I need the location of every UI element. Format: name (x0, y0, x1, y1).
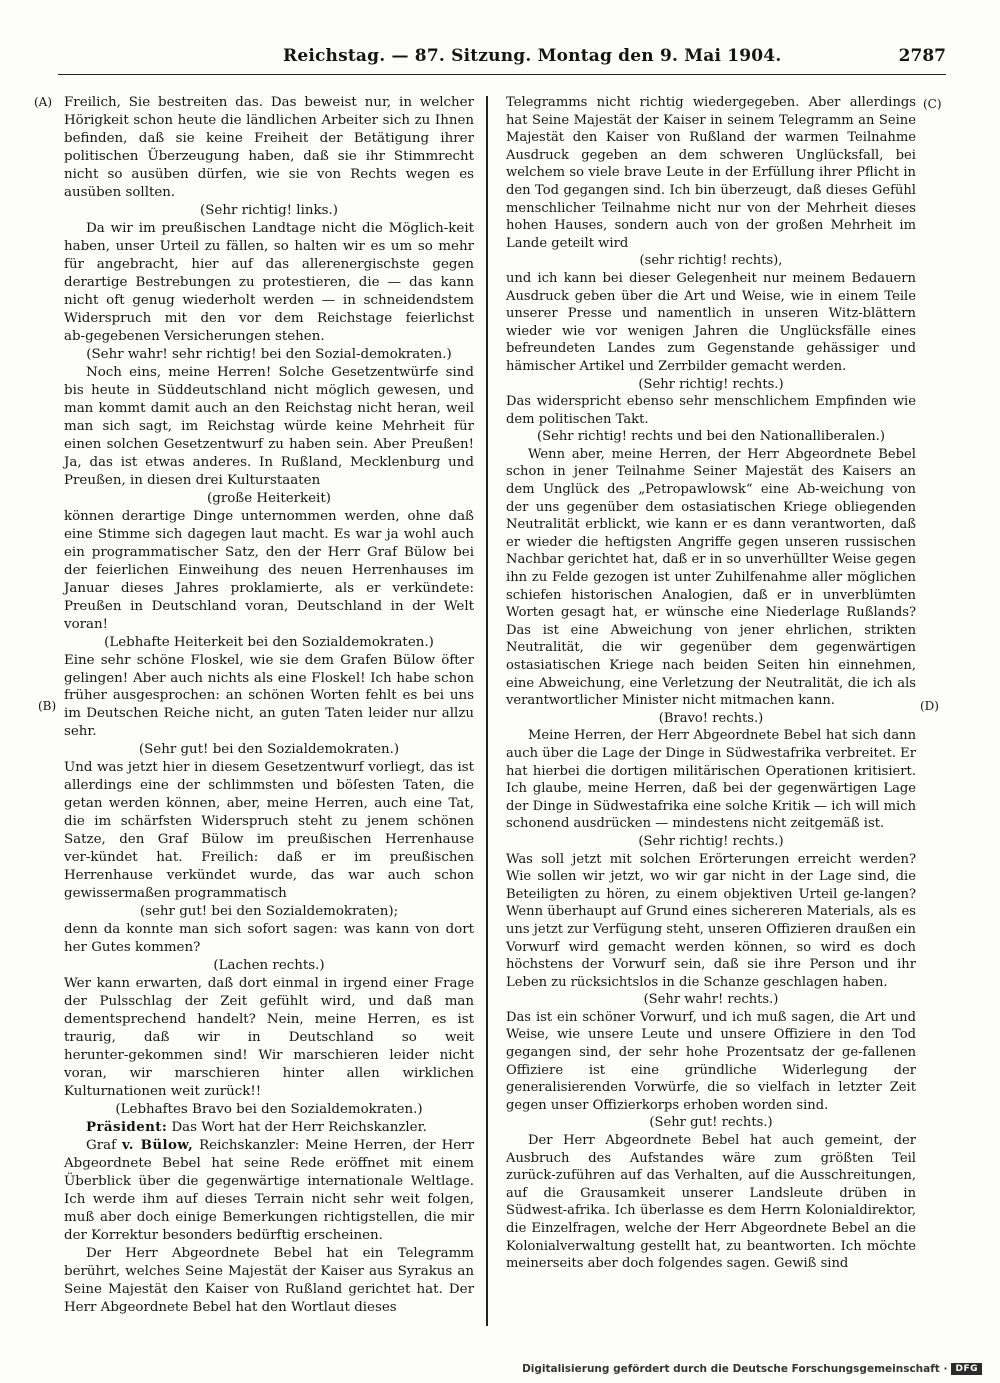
paragraph (506, 94, 916, 252)
paragraph (64, 220, 474, 346)
interjection (64, 1101, 474, 1119)
margin-marker-a: (A) (34, 95, 53, 109)
interjection (506, 376, 916, 394)
paragraph-text: (Sehr wahr! rechts.) (643, 992, 779, 1008)
header-title: Reichstag. — 87. Sitzung. Montag den 9. Mai 1904. (283, 46, 782, 66)
interjection (506, 1114, 916, 1132)
paragraph-text: Das ist ein schöner Vorwurf, und ich muß sagen, die Art und Weise, wie unsere Leute und unsere Offiziere in den Tod gegangen sind, der sehr hohe Prozentsatz der ge‑fallenen Offiziere ist eine gründliche Widerlegung der generalisierenden Vorwürfe, die so vielfach in letzter Zeit gegen unser Offizierkorps erhoben worden sind. (506, 1009, 916, 1113)
paragraph-text: Noch eins, meine Herren! Solche Gesetzentwürfe sind bis heute in Süddeutschland nicht möglich gewesen, und man kommt damit auch an den Reichstag nicht heran, weil man sich sagt, im Reichstag würde keine Mehrheit für einen solchen Gesetzentwurf zu haben sein. Aber Preußen! Ja, das ist etwas anderes. In Rußland, Mecklenburg und Preußen, in diesen drei Kulturstaaten (64, 364, 474, 488)
dfg-logo: DFG (951, 1363, 982, 1375)
right-column (506, 94, 916, 1273)
paragraph (64, 1137, 474, 1245)
paragraph-text: Das widerspricht ebenso sehr menschlichem Empfinden wie dem politischen Takt. (506, 394, 916, 427)
paragraph-text: (Lebhaftes Bravo bei den Sozialdemokraten.) (115, 1102, 423, 1118)
interjection (506, 428, 916, 446)
paragraph-text: (Sehr richtig! rechts.) (638, 376, 784, 392)
paragraph-text: Was soll jetzt mit solchen Erörterungen erreicht werden? Wie sollen wir jetzt, wo wir gar nicht in der Lage sind, die Beteiligten zu hören, zu einem objektiven Urteil ge‑langen? Wenn überhaupt auf Grund eines sichereren Materials, als es uns jetzt zur Verfügung steht, unseren Offizieren draußen ein Vorwurf wird gemacht werden können, so wird es doch höchstens der Vorwurf sein, daß sie ihre Person und ihr Leben zu rücksichtslos in die Schanze geschlagen haben. (506, 851, 916, 990)
paragraph (506, 1009, 916, 1115)
paragraph (64, 1245, 474, 1317)
paragraph-text: Telegramms nicht richtig wiedergegeben. Aber allerdings hat Seine Majestät der Kaiser in seinem Telegramm an Seine Majestät den Kaiser von Rußland der warmen Teilnahme Ausdruck gegeben an dem schweren Unglücksfall, bei welchem so viele brave Leute in der Erfüllung ihrer Pflicht in den Tod gegangen sind. Ich bin überzeugt, daß dieses Gefühl menschlicher Teilnahme nicht nur von der Mehrheit dieses hohen Hauses, sondern auch von der großen Mehrheit im Lande geteilt wird (506, 95, 916, 251)
paragraph (64, 759, 474, 903)
paragraph-text: (Bravo! rechts.) (658, 710, 764, 726)
interjection (506, 833, 916, 851)
paragraph (506, 270, 916, 376)
footer-text: Digitalisierung gefördert durch die Deutsche Forschungsgemeinschaft · (522, 1363, 948, 1375)
speaker-name: Präsident: (86, 1119, 168, 1136)
speaker-prefix: Graf (86, 1138, 122, 1154)
paragraph-text: (Sehr richtig! links.) (200, 202, 338, 218)
paragraph-text: (Sehr richtig! rechts.) (638, 833, 784, 849)
margin-marker-d: (D) (920, 699, 939, 713)
paragraph-text: Meine Herren, der Herr Abgeordnete Bebel hat sich dann auch über die Lage der Dinge in Südwestafrika verbreitet. Er hat hierbei die dortigen militärischen Operationen kritisiert. Ich glaube, meine Herren, daß bei der gegenwärtigen Lage der Dinge in Südwestafrika eine solche Kritik — ich will mich schonend ausdrücken — mindestens nicht zeitgemäß ist. (506, 728, 916, 832)
paragraph-text: (Sehr wahr! sehr richtig! bei den Sozial‑demokraten.) (86, 346, 452, 362)
paragraph (64, 364, 474, 490)
paragraph-text: Wer kann erwarten, daß dort einmal in irgend einer Frage der Pulsschlag der Zeit gefühlt wird, und daß man dementsprechend handelt? Nein, meine Herren, es ist traurig, daß wir in Deutschland so weit herunter‑gekommen sind! Wir marschieren leider nicht voran, wir marschieren hinter allen wirklichen Kulturnationen weit zurück!! (64, 976, 474, 1100)
paragraph (64, 975, 474, 1101)
interjection (64, 490, 474, 508)
paragraph-text: Da wir im preußischen Landtage nicht die Möglich‑keit haben, unser Urteil zu fällen, so halten wir es um so mehr für angebracht, hier auf das allerenergischste gegen derartige Bestrebungen zu protestieren, die — das kann nicht oft genug wiederholt werden — in schneidendstem Widerspruch mit den vor dem Reichstage feierlichst ab‑gegebenen Versicherungen stehen. (64, 220, 474, 344)
footer-credit (522, 1363, 982, 1375)
paragraph-text: denn da konnte man sich sofort sagen: was kann von dort her Gutes kommen? (64, 922, 474, 956)
interjection (64, 634, 474, 652)
paragraph-text: (Sehr richtig! rechts und bei den Nationalliberalen.) (537, 429, 885, 445)
margin-marker-b: (B) (38, 699, 57, 713)
interjection (506, 710, 916, 728)
paragraph-text: Wenn aber, meine Herren, der Herr Abgeordnete Bebel schon in jener Teilnahme Seiner Majestät des Kaisers an dem Unglück des „Petropawlowsk“ eine Ab‑weichung von der uns gegenüber dem ostasiatischen Kriege obliegenden Neutralität erblickt, wie kann er es dann verantworten, daß er wieder die heftigsten Angriffe gegen unseren russischen Nachbar gerichtet hat, daß er in so unverhüllter Weise gegen ihn zu Felde gezogen ist unter Zuhilfenahme aller möglichen schiefen historischen Analogien, daß er in unverblümten Worten gesagt hat, er wünsche eine Niederlage Rußlands? Das ist eine Abweichung von jener ehrlichen, strikten Neutralität, die wir gegenüber dem gegenwärtigen ostasiatischen Kriege nach beiden Seiten hin einnehmen, eine Abweichung, eine Verletzung der Neutralität, die ich als verantwortlicher Minister nicht mitmachen kann. (506, 446, 916, 709)
interjection (506, 991, 916, 1009)
paragraph (506, 446, 916, 710)
paragraph-text: (große Heiterkeit) (207, 490, 331, 506)
interjection (64, 903, 474, 921)
paragraph (506, 727, 916, 833)
paragraph-text: (Lachen rechts.) (213, 958, 325, 974)
paragraph (506, 1132, 916, 1273)
paragraph-text: (sehr gut! bei den Sozialdemokraten); (139, 904, 399, 920)
interjection (506, 252, 916, 270)
interjection (64, 957, 474, 975)
margin-marker-c: (C) (923, 97, 942, 111)
paragraph (64, 508, 474, 634)
page-number: 2787 (898, 46, 946, 66)
interjection (64, 741, 474, 759)
paragraph-text: können derartige Dinge unternommen werden, ohne daß eine Stimme sich dagegen laut macht. Es war ja wohl auch ein programmatischer Satz, den der Herr Graf Bülow bei der feierlichen Einweihung des neuen Herrenhauses im Januar dieses Jahres proklamierte, als er verkündete: Preußen in Deutschland voran, Deutschland in der Welt voran! (64, 508, 474, 632)
left-column (64, 94, 474, 1317)
paragraph-text: Eine sehr schöne Floskel, wie sie dem Grafen Bülow öfter gelingen! Aber auch nichts als eine Floskel! Ich habe schon früher ausgesprochen: an schönen Worten fehlt es bei uns im Deutschen Reiche nicht, an guten Taten leider nur allzu sehr. (64, 652, 474, 740)
paragraph-text: Reichskanzler: Meine Herren, der Herr Abgeordnete Bebel hat seine Rede eröffnet mit einem Überblick über die gegenwärtige internationale Weltlage. Ich werde ihm auf dieses Terrain nicht sehr weit folgen, muß aber doch einige Bemerkungen richtigstellen, die mir der Korrektur besonders bedürftig erscheinen. (64, 1138, 474, 1244)
paragraph (64, 921, 474, 957)
speaker-name: v. Bülow, (121, 1137, 194, 1154)
paragraph-text: Der Herr Abgeordnete Bebel hat auch gemeint, der Ausbruch des Aufstandes wäre zum größten Teil zurück‑zuführen auf das Verhalten, auf die Ausschreitungen, auf die Grausamkeit unserer Landsleute drüben in Südwest‑afrika. Ich überlasse es dem Herrn Kolonialdirektor, die Einzelfragen, welche der Herr Abgeordnete Bebel an die Kolonialverwaltung gestellt hat, zu beantworten. Ich möchte meinerseits aber doch folgendes sagen. Gewiß sind (506, 1133, 916, 1272)
paragraph-text: Freilich, Sie bestreiten das. Das beweist nur, in welcher Hörigkeit schon heute die ländlichen Arbeiter sich zu Ihnen befinden, daß sie keine Freiheit der Betätigung ihrer politischen Überzeugung haben, daß sie ihr Stimmrecht nicht so ausüben dürfen, wie sie von Rechts wegen es ausüben sollten. (64, 95, 474, 200)
paragraph-text: (sehr richtig! rechts), (639, 253, 783, 269)
paragraph-text: (Sehr gut! bei den Sozialdemokraten.) (138, 742, 400, 758)
paragraph (64, 652, 474, 742)
paragraph (64, 94, 474, 202)
paragraph (506, 393, 916, 428)
running-header (58, 44, 946, 75)
paragraph-text: und ich kann bei dieser Gelegenheit nur meinem Bedauern Ausdruck geben über die Art und Weise, wie in einem Teile unserer Presse und namentlich in unseren Witz‑blättern wieder wie vor wenigen Jahren die Unglücksfälle eines befreundeten Landes zum Gegenstande gehässiger und hämischer Artikel und Zerrbilder gemacht werden. (506, 270, 916, 374)
paragraph (64, 1119, 474, 1137)
paragraph (506, 851, 916, 992)
column-divider (486, 96, 488, 1326)
paragraph-text: Und was jetzt hier in diesem Gesetzentwurf vorliegt, das ist allerdings eine der schlimmsten und böſesten Taten, die getan werden können, aber, meine Herren, auch eine Tat, die im schärfsten Widerspruch steht zu jenem schönen Satze, den Graf Bülow im preußischen Herrenhause ver‑kündet hat. Freilich: daß er im preußischen Herrenhause verkündet wurde, das war auch schon gewissermaßen programmatisch (64, 760, 474, 902)
paragraph-text: (Lebhafte Heiterkeit bei den Sozialdemokraten.) (104, 634, 434, 650)
interjection (64, 202, 474, 220)
interjection (64, 346, 474, 364)
paragraph-text: Das Wort hat der Herr Reichskanzler. (167, 1120, 427, 1136)
paragraph-text: (Sehr gut! rechts.) (649, 1115, 773, 1131)
paragraph-text: Der Herr Abgeordnete Bebel hat ein Telegramm berührt, welches Seine Majestät der Kaiser aus Syrakus an Seine Majestät den Kaiser von Rußland gerichtet hat. Der Herr Abgeordnete Bebel hat den Wortlaut dieses (64, 1246, 474, 1315)
